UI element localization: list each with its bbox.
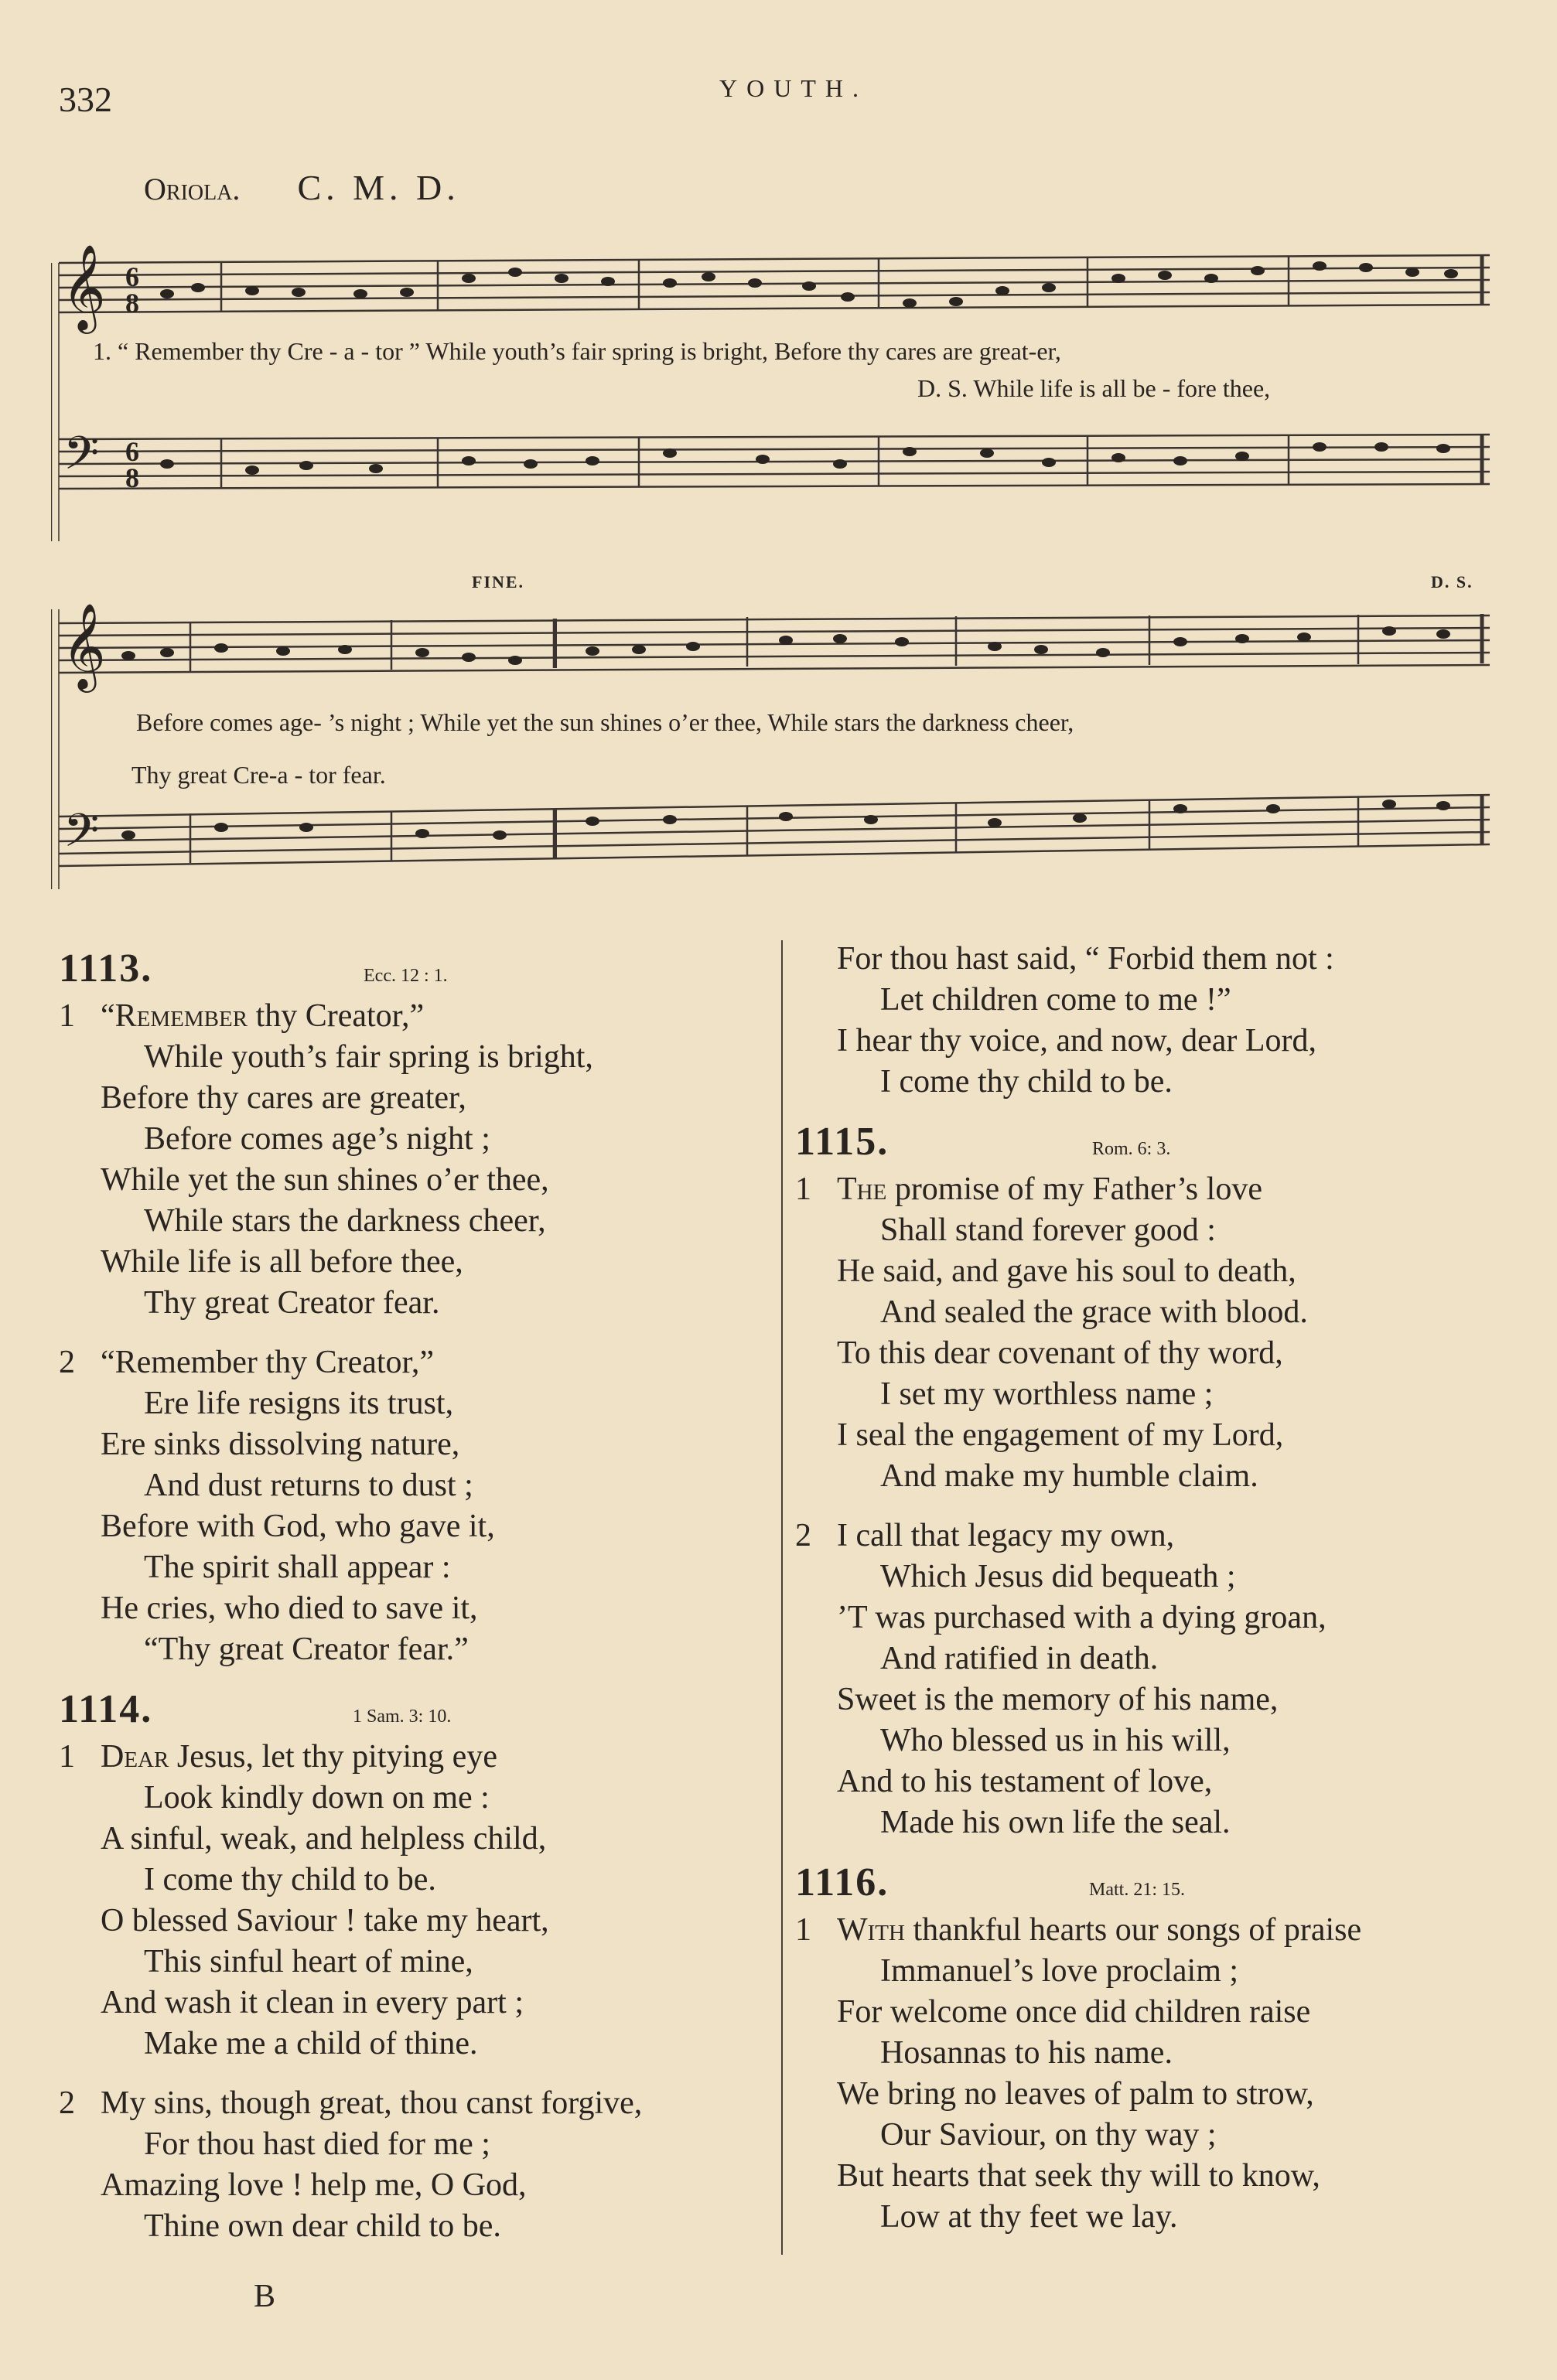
verse-line: Immanuel’s love proclaim ; (880, 1953, 1239, 1989)
tune-meter: C. M. D. (297, 168, 460, 207)
verse-line: Ere life resigns its trust, (144, 1386, 454, 1421)
lyric-line-2: Before comes age- ’s night ; While yet the sun shines o’er thee, While stars the darkness cheer, (136, 708, 1074, 736)
verse-line: And sealed the grace with blood. (880, 1294, 1308, 1330)
page-number: 332 (59, 80, 112, 119)
tune-heading (144, 167, 460, 208)
verse-number: 2 (59, 1345, 75, 1380)
verse (59, 2083, 794, 2247)
verse-line: Who blessed us in his will, (880, 1723, 1231, 1758)
verse-line: “Remember thy Creator,” (101, 998, 425, 1034)
svg-text:𝄞: 𝄞 (62, 244, 106, 330)
verse-line: I hear thy voice, and now, dear Lord, (837, 1023, 1317, 1059)
verse-line: A sinful, weak, and helpless child, (101, 1821, 547, 1857)
verse-first-word: “Remember (101, 998, 248, 1034)
verse-line: Before with God, who gave it, (101, 1509, 495, 1544)
ds-marker: D. S. (1431, 572, 1473, 592)
verse-line: He cries, who died to save it, (101, 1591, 478, 1626)
hymn-number: 1116. (795, 1860, 889, 1904)
verse-line: While youth’s fair spring is bright, (144, 1039, 593, 1075)
lyric-line-1: 1. “ Remember thy Cre - a - tor ” While youth’s fair spring is bright, Before thy cares are great-er, (93, 337, 1061, 365)
svg-text:8: 8 (125, 462, 139, 493)
hymn-1114 (59, 1689, 794, 2247)
verse-first-word: With (837, 1912, 905, 1948)
verse-line: I call that legacy my own, (837, 1518, 1175, 1553)
verse (59, 1342, 794, 1670)
verse-line: And make my humble claim. (880, 1458, 1258, 1494)
verse-number: 1 (59, 998, 75, 1034)
svg-text:8: 8 (125, 288, 139, 319)
verse-line: Made his own life the seal. (880, 1805, 1231, 1840)
lyric-line-ds-1: D. S. While life is all be - fore thee, (917, 374, 1271, 402)
verse-line: And wash it clean in every part ; (101, 1985, 524, 2020)
verse-line: And ratified in death. (880, 1641, 1159, 1676)
verse-number: 2 (59, 2085, 75, 2121)
verse (795, 1910, 1538, 2238)
scripture-reference: Rom. 6: 3. (1092, 1139, 1171, 1159)
verse (59, 996, 794, 1324)
verse-number: 1 (59, 1739, 75, 1775)
verse-line: But hearts that seek thy will to know, (837, 2158, 1320, 2194)
verse (795, 1516, 1538, 1843)
svg-text:6: 6 (125, 436, 139, 467)
hymn-1116 (795, 1862, 1538, 2238)
verse-line: I come thy child to be. (144, 1862, 436, 1898)
hymn-number: 1115. (795, 1120, 889, 1164)
verse-line: The promise of my Father’s love (837, 1171, 1262, 1207)
svg-text:𝄢: 𝄢 (63, 803, 100, 868)
hymn-number: 1113. (59, 946, 153, 991)
verse-line: My sins, though great, thou canst forgive, (101, 2085, 643, 2121)
verse-line: Let children come to me !” (880, 982, 1231, 1018)
scripture-reference: 1 Sam. 3: 10. (353, 1707, 452, 1727)
svg-text:𝄞: 𝄞 (62, 602, 106, 689)
hymn-1113 (59, 948, 794, 1670)
fine-marker: FINE. (472, 572, 525, 592)
verse-line: I come thy child to be. (880, 1064, 1173, 1100)
verse-line: Thy great Creator fear. (144, 1285, 440, 1321)
verse-line: While stars the darkness cheer, (144, 1203, 546, 1239)
verse-line: Before comes age’s night ; (144, 1121, 490, 1157)
verse-line: This sinful heart of mine, (144, 1944, 473, 1979)
verse-number: 2 (795, 1518, 811, 1553)
verse-line: And dust returns to dust ; (144, 1468, 473, 1503)
verse-line: Sweet is the memory of his name, (837, 1682, 1279, 1717)
signature-mark: B (254, 2279, 276, 2314)
verse-number: 1 (795, 1912, 811, 1948)
hymn-1115 (795, 1121, 1538, 1843)
verse-line: I set my worthless name ; (880, 1376, 1214, 1412)
svg-text:6: 6 (125, 261, 139, 292)
music-staves-1 (51, 232, 1497, 549)
verse-first-word: The (837, 1171, 887, 1207)
verse-line: And to his testament of love, (837, 1764, 1213, 1799)
verse-line: Shall stand forever good : (880, 1212, 1216, 1248)
verse-number: 1 (795, 1171, 811, 1207)
verse-line: O blessed Saviour ! take my heart, (101, 1903, 549, 1938)
tune-name: Oriola. (144, 172, 241, 206)
running-head: YOUTH. (719, 74, 868, 102)
music-system-2 (51, 572, 1497, 897)
verse-line: “Remember thy Creator,” (101, 1345, 434, 1380)
verse-continuation (795, 939, 1538, 1103)
verse-line: Our Saviour, on thy way ; (880, 2117, 1217, 2153)
scripture-reference: Ecc. 12 : 1. (364, 966, 448, 986)
right-column (795, 939, 1538, 2256)
verse-line: Hosannas to his name. (880, 2035, 1173, 2071)
verse-line: For welcome once did children raise (837, 1994, 1311, 2030)
verse-line: Which Jesus did bequeath ; (880, 1559, 1236, 1594)
lyric-line-ds-2: Thy great Cre-a - tor fear. (131, 761, 386, 789)
verse-first-word: Dear (101, 1739, 169, 1775)
verse-line: I seal the engagement of my Lord, (837, 1417, 1284, 1453)
verse-line: ’T was purchased with a dying groan, (837, 1600, 1327, 1635)
verse-line: Make me a child of thine. (144, 2026, 478, 2061)
left-column (59, 948, 794, 2266)
verse-line: Before thy cares are greater, (101, 1080, 466, 1116)
verse-line: While yet the sun shines o’er thee, (101, 1162, 549, 1198)
verse-line: We bring no leaves of palm to strow, (837, 2076, 1314, 2112)
verse-line: The spirit shall appear : (144, 1550, 451, 1585)
hymn-number: 1114. (59, 1687, 153, 1731)
verse (59, 1737, 794, 2065)
svg-text:𝄢: 𝄢 (63, 426, 100, 491)
scripture-reference: Matt. 21: 15. (1089, 1880, 1185, 1900)
column-divider (781, 940, 783, 2255)
verse-line: “Thy great Creator fear.” (144, 1632, 469, 1667)
verse-line: For thou hast died for me ; (144, 2126, 490, 2162)
verse-line: For thou hast said, “ Forbid them not : (837, 941, 1334, 977)
verse-line: With thankful hearts our songs of praise (837, 1912, 1362, 1948)
verse-line: To this dear covenant of thy word, (837, 1335, 1283, 1371)
verse (795, 1169, 1538, 1497)
verse-line: Dear Jesus, let thy pitying eye (101, 1739, 497, 1775)
verse-line: Thine own dear child to be. (144, 2208, 501, 2244)
verse-line: While life is all before thee, (101, 1244, 463, 1280)
verse-line: Amazing love ! help me, O God, (101, 2167, 527, 2203)
verse-line: Low at thy feet we lay. (880, 2199, 1178, 2235)
verse-line: Ere sinks dissolving nature, (101, 1427, 460, 1462)
music-system-1 (51, 232, 1497, 549)
verse-line: Look kindly down on me : (144, 1780, 490, 1816)
verse-line: He said, and gave his soul to death, (837, 1253, 1296, 1289)
